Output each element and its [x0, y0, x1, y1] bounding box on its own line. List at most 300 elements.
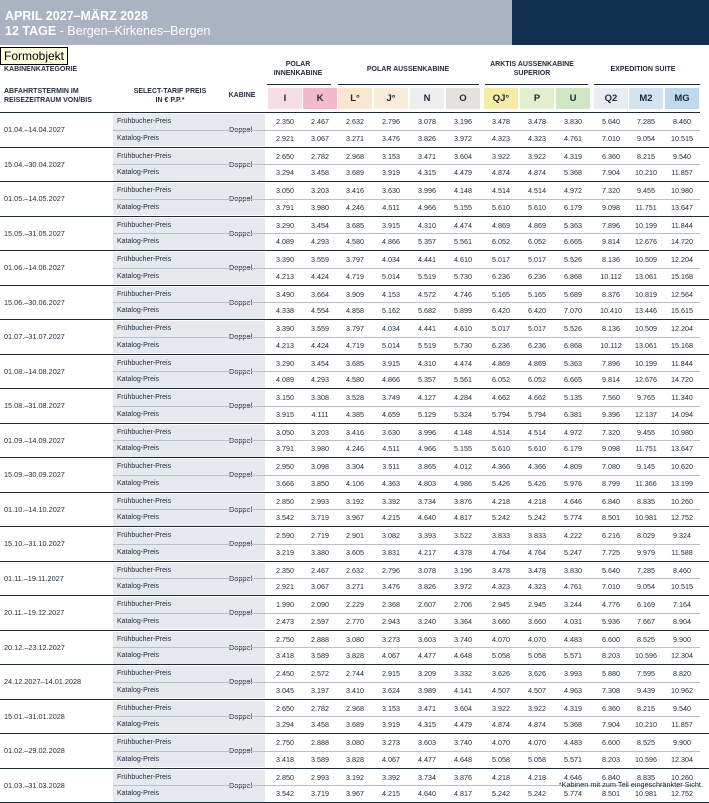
- early-bird-label: Frühbucher-Preis: [113, 597, 265, 613]
- catalog-price-cell: 3.045: [268, 683, 302, 699]
- catalog-price-cell: 4.031: [556, 614, 590, 630]
- early-price-cell: 7.896: [594, 218, 628, 234]
- catalog-price-cell: 4.378: [446, 545, 480, 561]
- departure-date: 15.08.–31.08.2027: [4, 389, 65, 423]
- early-price-cell: 5.017: [484, 321, 518, 337]
- early-price-cell: 3.996: [410, 183, 444, 199]
- catalog-price-cell: 5.162: [374, 303, 408, 319]
- catalog-price-cell: 5.129: [410, 407, 444, 423]
- catalog-price-cell: 3.364: [446, 614, 480, 630]
- cabin-type: Doppel: [229, 700, 252, 734]
- catalog-price-cell: 3.919: [374, 717, 408, 733]
- cabin-code-7: P: [520, 88, 554, 109]
- departure-date: 01.11.–19.11.2027: [4, 562, 64, 596]
- early-price-cell: 3.922: [484, 149, 518, 165]
- cabin-type: Doppel: [229, 596, 252, 630]
- catalog-price-cell: 10.596: [629, 752, 663, 768]
- early-price-cell: 3.876: [446, 770, 480, 786]
- early-price-cell: 2.888: [303, 632, 337, 648]
- departure-date: 15.01.–31.01.2028: [4, 700, 65, 734]
- catalog-price-cell: 12.304: [665, 648, 699, 664]
- catalog-price-cell: 13.061: [629, 269, 663, 285]
- departure-date: 01.05.–14.05.2027: [4, 182, 65, 216]
- catalog-price-cell: 2.921: [268, 131, 302, 147]
- early-bird-label: Frühbucher-Preis: [113, 735, 265, 751]
- catalog-price-cell: 6.665: [556, 372, 590, 388]
- catalog-price-cell: 9.054: [629, 579, 663, 595]
- departure-date: 15.09.–30.09.2027: [4, 458, 65, 492]
- early-price-cell: 3.685: [338, 218, 372, 234]
- cabin-type: Doppel: [229, 217, 252, 251]
- catalog-price-cell: 5.774: [556, 510, 590, 526]
- early-price-cell: 2.090: [303, 597, 337, 613]
- catalog-label: Katalog-Preis: [113, 648, 265, 664]
- catalog-price-cell: 5.357: [410, 234, 444, 250]
- catalog-price-cell: 3.542: [268, 786, 302, 802]
- catalog-price-cell: 4.477: [410, 752, 444, 768]
- early-price-cell: 7.320: [594, 183, 628, 199]
- early-price-cell: 3.604: [446, 149, 480, 165]
- early-price-cell: 2.590: [268, 528, 302, 544]
- catalog-price-cell: 3.476: [374, 131, 408, 147]
- cabin-type: Doppel: [229, 562, 252, 596]
- cabin-type: Doppel: [229, 389, 252, 423]
- catalog-price-cell: 4.659: [374, 407, 408, 423]
- early-price-cell: 3.630: [374, 183, 408, 199]
- table-row: [0, 113, 709, 148]
- catalog-price-cell: 4.067: [374, 648, 408, 664]
- catalog-price-cell: 4.246: [338, 200, 372, 216]
- catalog-price-cell: 3.826: [410, 131, 444, 147]
- catalog-price-cell: 3.967: [338, 786, 372, 802]
- catalog-price-cell: 3.624: [374, 683, 408, 699]
- catalog-price-cell: 8.501: [594, 510, 628, 526]
- early-price-cell: 10.980: [665, 183, 699, 199]
- early-price-cell: 8.835: [629, 494, 663, 510]
- catalog-price-cell: 4.089: [268, 234, 302, 250]
- catalog-price-cell: 3.826: [410, 579, 444, 595]
- early-price-cell: 9.324: [665, 528, 699, 544]
- early-price-cell: 3.685: [338, 356, 372, 372]
- catalog-price-cell: 6.868: [556, 338, 590, 354]
- catalog-price-cell: 11.588: [665, 545, 699, 561]
- catalog-price-cell: 4.363: [374, 476, 408, 492]
- table-row: [0, 389, 709, 424]
- early-price-cell: 2.650: [268, 701, 302, 717]
- early-price-cell: 4.809: [556, 459, 590, 475]
- catalog-price-cell: 6.420: [520, 303, 554, 319]
- early-price-cell: 2.368: [374, 597, 408, 613]
- early-price-cell: 8.215: [629, 149, 663, 165]
- early-price-cell: 3.454: [303, 356, 337, 372]
- early-price-cell: 9.900: [665, 632, 699, 648]
- early-bird-label: Frühbucher-Preis: [113, 149, 265, 165]
- header-kabine: KABINE: [222, 92, 262, 101]
- early-price-cell: 2.632: [338, 114, 372, 130]
- early-price-cell: 4.310: [410, 356, 444, 372]
- catalog-price-cell: 3.972: [446, 579, 480, 595]
- early-price-cell: 4.319: [556, 701, 590, 717]
- early-price-cell: 4.070: [520, 735, 554, 751]
- catalog-price-cell: 4.817: [446, 510, 480, 526]
- early-price-cell: 3.203: [303, 183, 337, 199]
- catalog-price-cell: 3.380: [303, 545, 337, 561]
- early-price-cell: 3.478: [520, 114, 554, 130]
- early-price-cell: 9.765: [629, 390, 663, 406]
- catalog-price-cell: 3.689: [338, 717, 372, 733]
- header-abfahrtstermin: ABFAHRTSTERMIN IM REISEZEITRAUM VON/BIS: [4, 88, 104, 105]
- catalog-price-cell: 11.366: [629, 476, 663, 492]
- catalog-price-cell: 3.476: [374, 579, 408, 595]
- subtitle-route: - Bergen–Kirkenes–Bergen: [56, 24, 210, 38]
- catalog-price-cell: 3.919: [374, 165, 408, 181]
- departure-date: 01.08.–14.08.2027: [4, 355, 65, 389]
- early-price-cell: 3.273: [374, 632, 408, 648]
- catalog-price-cell: 4.215: [374, 510, 408, 526]
- catalog-price-cell: 5.610: [520, 441, 554, 457]
- catalog-price-cell: 4.424: [303, 338, 337, 354]
- catalog-price-cell: 12.752: [665, 510, 699, 526]
- catalog-price-cell: 3.240: [410, 614, 444, 630]
- early-bird-label: Frühbucher-Preis: [113, 632, 265, 648]
- early-price-cell: 3.865: [410, 459, 444, 475]
- early-price-cell: 2.467: [303, 114, 337, 130]
- catalog-price-cell: 11.857: [665, 165, 699, 181]
- early-price-cell: 3.393: [410, 528, 444, 544]
- early-price-cell: 11.844: [665, 356, 699, 372]
- early-price-cell: 4.869: [484, 218, 518, 234]
- catalog-price-cell: 4.966: [410, 200, 444, 216]
- catalog-label: Katalog-Preis: [113, 338, 265, 354]
- early-price-cell: 3.734: [410, 770, 444, 786]
- group-rule: [594, 84, 700, 85]
- early-price-cell: 2.915: [374, 666, 408, 682]
- early-price-cell: 10.199: [629, 356, 663, 372]
- catalog-price-cell: 12.676: [629, 372, 663, 388]
- early-price-cell: 4.972: [556, 425, 590, 441]
- catalog-label: Katalog-Preis: [113, 165, 265, 181]
- catalog-price-cell: 7.667: [629, 614, 663, 630]
- catalog-label: Katalog-Preis: [113, 200, 265, 216]
- early-price-cell: 3.308: [303, 390, 337, 406]
- catalog-price-cell: 5.682: [410, 303, 444, 319]
- catalog-price-cell: 6.236: [520, 269, 554, 285]
- table-row: [0, 251, 709, 286]
- catalog-price-cell: 4.507: [520, 683, 554, 699]
- early-bird-label: Frühbucher-Preis: [113, 114, 265, 130]
- table-row: [0, 734, 709, 769]
- early-price-cell: 7.285: [629, 114, 663, 130]
- catalog-price-cell: 2.770: [338, 614, 372, 630]
- early-price-cell: 2.950: [268, 459, 302, 475]
- early-price-cell: 7.896: [594, 356, 628, 372]
- catalog-price-cell: 4.315: [410, 165, 444, 181]
- departure-date: 15.10.–31.10.2027: [4, 527, 65, 561]
- early-price-cell: 2.450: [268, 666, 302, 682]
- catalog-price-cell: 8.799: [594, 476, 628, 492]
- early-price-cell: 4.514: [484, 425, 518, 441]
- catalog-price-cell: 6.236: [484, 338, 518, 354]
- early-price-cell: 3.290: [268, 218, 302, 234]
- departure-date: 01.10.–14.10.2027: [4, 493, 65, 527]
- early-price-cell: 4.070: [484, 735, 518, 751]
- cabin-type: Doppel: [229, 734, 252, 768]
- catalog-label: Katalog-Preis: [113, 407, 265, 423]
- early-price-cell: 4.148: [446, 425, 480, 441]
- early-price-cell: 9.455: [629, 183, 663, 199]
- catalog-price-cell: 6.236: [520, 338, 554, 354]
- catalog-label: Katalog-Preis: [113, 786, 265, 802]
- catalog-price-cell: 5.368: [556, 717, 590, 733]
- early-price-cell: 4.776: [594, 597, 628, 613]
- early-price-cell: 3.749: [374, 390, 408, 406]
- early-price-cell: 3.876: [446, 494, 480, 510]
- catalog-price-cell: 7.904: [594, 165, 628, 181]
- early-price-cell: 3.996: [410, 425, 444, 441]
- catalog-price-cell: 5.794: [484, 407, 518, 423]
- catalog-price-cell: 5.426: [520, 476, 554, 492]
- early-price-cell: 3.734: [410, 494, 444, 510]
- catalog-price-cell: 4.338: [268, 303, 302, 319]
- table-row: [0, 320, 709, 355]
- catalog-price-cell: 3.589: [303, 752, 337, 768]
- early-price-cell: 4.646: [556, 770, 590, 786]
- catalog-price-cell: 7.904: [594, 717, 628, 733]
- catalog-price-cell: 3.660: [484, 614, 518, 630]
- early-bird-label: Frühbucher-Preis: [113, 287, 265, 303]
- early-price-cell: 8.460: [665, 563, 699, 579]
- early-price-cell: 3.603: [410, 632, 444, 648]
- catalog-price-cell: 7.070: [556, 303, 590, 319]
- catalog-price-cell: 4.986: [446, 476, 480, 492]
- catalog-price-cell: 13.199: [665, 476, 699, 492]
- title-banner-accent: [512, 0, 709, 45]
- early-price-cell: 3.390: [268, 321, 302, 337]
- cabin-type: Doppel: [229, 631, 252, 665]
- cabin-code-4: N: [410, 88, 444, 109]
- catalog-price-cell: 3.980: [303, 441, 337, 457]
- early-price-cell: 9.145: [629, 459, 663, 475]
- catalog-price-cell: 3.458: [303, 717, 337, 733]
- catalog-price-cell: 12.304: [665, 752, 699, 768]
- catalog-price-cell: 3.418: [268, 752, 302, 768]
- catalog-price-cell: 4.217: [410, 545, 444, 561]
- early-price-cell: 4.366: [520, 459, 554, 475]
- catalog-price-cell: 8.501: [594, 786, 628, 802]
- early-price-cell: 2.850: [268, 494, 302, 510]
- catalog-price-cell: 8.203: [594, 752, 628, 768]
- catalog-price-cell: 4.858: [338, 303, 372, 319]
- table-row: [0, 182, 709, 217]
- catalog-price-cell: 5.561: [446, 234, 480, 250]
- early-price-cell: 3.078: [410, 114, 444, 130]
- catalog-price-cell: 4.764: [484, 545, 518, 561]
- early-price-cell: 3.080: [338, 632, 372, 648]
- catalog-price-cell: 5.561: [446, 372, 480, 388]
- catalog-price-cell: 4.323: [484, 131, 518, 147]
- table-row: [0, 493, 709, 528]
- early-price-cell: 4.662: [520, 390, 554, 406]
- catalog-price-cell: 4.424: [303, 269, 337, 285]
- early-price-cell: 5.165: [520, 287, 554, 303]
- early-price-cell: 10.819: [629, 287, 663, 303]
- catalog-price-cell: 4.866: [374, 234, 408, 250]
- early-price-cell: 2.993: [303, 494, 337, 510]
- early-bird-label: Frühbucher-Preis: [113, 494, 265, 510]
- early-bird-label: Frühbucher-Preis: [113, 770, 265, 786]
- catalog-price-cell: 5.242: [520, 786, 554, 802]
- catalog-price-cell: 13.647: [665, 200, 699, 216]
- early-price-cell: 3.196: [446, 563, 480, 579]
- departure-date: 01.09.–14.09.2027: [4, 424, 65, 458]
- early-price-cell: 3.098: [303, 459, 337, 475]
- catalog-price-cell: 5.730: [446, 338, 480, 354]
- early-price-cell: 2.782: [303, 149, 337, 165]
- early-price-cell: 6.216: [594, 528, 628, 544]
- catalog-label: Katalog-Preis: [113, 441, 265, 457]
- catalog-price-cell: 4.719: [338, 338, 372, 354]
- group-polar-innenkabine: POLAR INNENKABINE: [268, 61, 328, 78]
- early-price-cell: 8.215: [629, 701, 663, 717]
- catalog-price-cell: 10.981: [629, 786, 663, 802]
- catalog-price-cell: 3.828: [338, 648, 372, 664]
- early-price-cell: 3.050: [268, 425, 302, 441]
- catalog-price-cell: 4.761: [556, 131, 590, 147]
- cabin-type: Doppel: [229, 769, 252, 803]
- early-price-cell: 4.284: [446, 390, 480, 406]
- table-row: [0, 458, 709, 493]
- catalog-price-cell: 10.596: [629, 648, 663, 664]
- catalog-price-cell: 5.058: [484, 648, 518, 664]
- early-price-cell: 2.632: [338, 563, 372, 579]
- early-price-cell: 5.880: [594, 666, 628, 682]
- early-price-cell: 3.192: [338, 494, 372, 510]
- early-price-cell: 2.467: [303, 563, 337, 579]
- catalog-price-cell: 6.052: [520, 234, 554, 250]
- early-price-cell: 4.441: [410, 252, 444, 268]
- catalog-price-cell: 5.426: [484, 476, 518, 492]
- catalog-price-cell: 5.058: [520, 648, 554, 664]
- cabin-type: Doppel: [229, 182, 252, 216]
- early-price-cell: 4.148: [446, 183, 480, 199]
- early-price-cell: 4.310: [410, 218, 444, 234]
- catalog-price-cell: 10.112: [594, 338, 628, 354]
- early-price-cell: 10.509: [629, 321, 663, 337]
- cabin-code-0: I: [268, 88, 302, 109]
- catalog-price-cell: 6.052: [520, 372, 554, 388]
- table-row: [0, 562, 709, 597]
- early-price-cell: 3.559: [303, 252, 337, 268]
- early-price-cell: 4.483: [556, 735, 590, 751]
- catalog-price-cell: 4.215: [374, 786, 408, 802]
- catalog-price-cell: 5.155: [446, 200, 480, 216]
- early-price-cell: 4.662: [484, 390, 518, 406]
- early-price-cell: 2.750: [268, 632, 302, 648]
- catalog-price-cell: 4.479: [446, 165, 480, 181]
- early-price-cell: 8.029: [629, 528, 663, 544]
- early-price-cell: 3.993: [556, 666, 590, 682]
- early-price-cell: 3.922: [520, 701, 554, 717]
- tooltip: Formobjekt: [0, 47, 68, 65]
- catalog-price-cell: 5.058: [520, 752, 554, 768]
- early-price-cell: 3.833: [484, 528, 518, 544]
- table-row: [0, 527, 709, 562]
- catalog-price-cell: 5.155: [446, 441, 480, 457]
- early-bird-label: Frühbucher-Preis: [113, 701, 265, 717]
- departure-date: 20.12.–23.12.2027: [4, 631, 65, 665]
- cabin-code-1: K: [303, 88, 337, 109]
- catalog-price-cell: 10.210: [629, 165, 663, 181]
- cabin-type: Doppel: [229, 458, 252, 492]
- catalog-price-cell: 8.203: [594, 648, 628, 664]
- catalog-price-cell: 3.791: [268, 441, 302, 457]
- early-price-cell: 3.196: [446, 114, 480, 130]
- early-price-cell: 4.972: [556, 183, 590, 199]
- early-price-cell: 3.192: [338, 770, 372, 786]
- cabin-code-8: U: [556, 88, 590, 109]
- early-price-cell: 3.290: [268, 356, 302, 372]
- table-row: [0, 665, 709, 700]
- table-row: [0, 355, 709, 390]
- early-price-cell: 4.222: [556, 528, 590, 544]
- catalog-price-cell: 6.236: [484, 269, 518, 285]
- catalog-label: Katalog-Preis: [113, 510, 265, 526]
- early-price-cell: 3.915: [374, 218, 408, 234]
- catalog-price-cell: 10.962: [665, 683, 699, 699]
- catalog-price-cell: 3.271: [338, 131, 372, 147]
- early-price-cell: 3.559: [303, 321, 337, 337]
- early-price-cell: 6.360: [594, 149, 628, 165]
- early-price-cell: 3.416: [338, 183, 372, 199]
- catalog-price-cell: 11.751: [629, 441, 663, 457]
- cabin-code-3: J°: [374, 88, 408, 109]
- catalog-price-cell: 3.831: [374, 545, 408, 561]
- catalog-price-cell: 7.010: [594, 579, 628, 595]
- early-price-cell: 5.640: [594, 114, 628, 130]
- catalog-price-cell: 12.137: [629, 407, 663, 423]
- catalog-price-cell: 5.058: [484, 752, 518, 768]
- early-price-cell: 4.610: [446, 321, 480, 337]
- catalog-price-cell: 4.323: [484, 579, 518, 595]
- cabin-type: Doppel: [229, 251, 252, 285]
- catalog-price-cell: 6.381: [556, 407, 590, 423]
- early-price-cell: 3.604: [446, 701, 480, 717]
- early-price-cell: 9.540: [665, 149, 699, 165]
- early-price-cell: 4.514: [484, 183, 518, 199]
- catalog-price-cell: 15.168: [665, 338, 699, 354]
- early-price-cell: 4.012: [446, 459, 480, 475]
- early-price-cell: 6.840: [594, 770, 628, 786]
- early-price-cell: 3.833: [520, 528, 554, 544]
- catalog-price-cell: 9.814: [594, 372, 628, 388]
- departure-date: 15.05.–31.05.2027: [4, 217, 65, 251]
- catalog-price-cell: 4.477: [410, 648, 444, 664]
- catalog-price-cell: 4.511: [374, 200, 408, 216]
- catalog-price-cell: 9.098: [594, 200, 628, 216]
- table-row: [0, 286, 709, 321]
- early-price-cell: 3.909: [338, 287, 372, 303]
- catalog-price-cell: 4.817: [446, 786, 480, 802]
- early-price-cell: 3.797: [338, 321, 372, 337]
- early-price-cell: 8.136: [594, 321, 628, 337]
- catalog-price-cell: 15.615: [665, 303, 699, 319]
- catalog-price-cell: 14.720: [665, 372, 699, 388]
- early-price-cell: 3.922: [520, 149, 554, 165]
- cabin-type: Doppel: [229, 493, 252, 527]
- catalog-price-cell: 8.904: [665, 614, 699, 630]
- catalog-label: Katalog-Preis: [113, 234, 265, 250]
- catalog-price-cell: 4.640: [410, 510, 444, 526]
